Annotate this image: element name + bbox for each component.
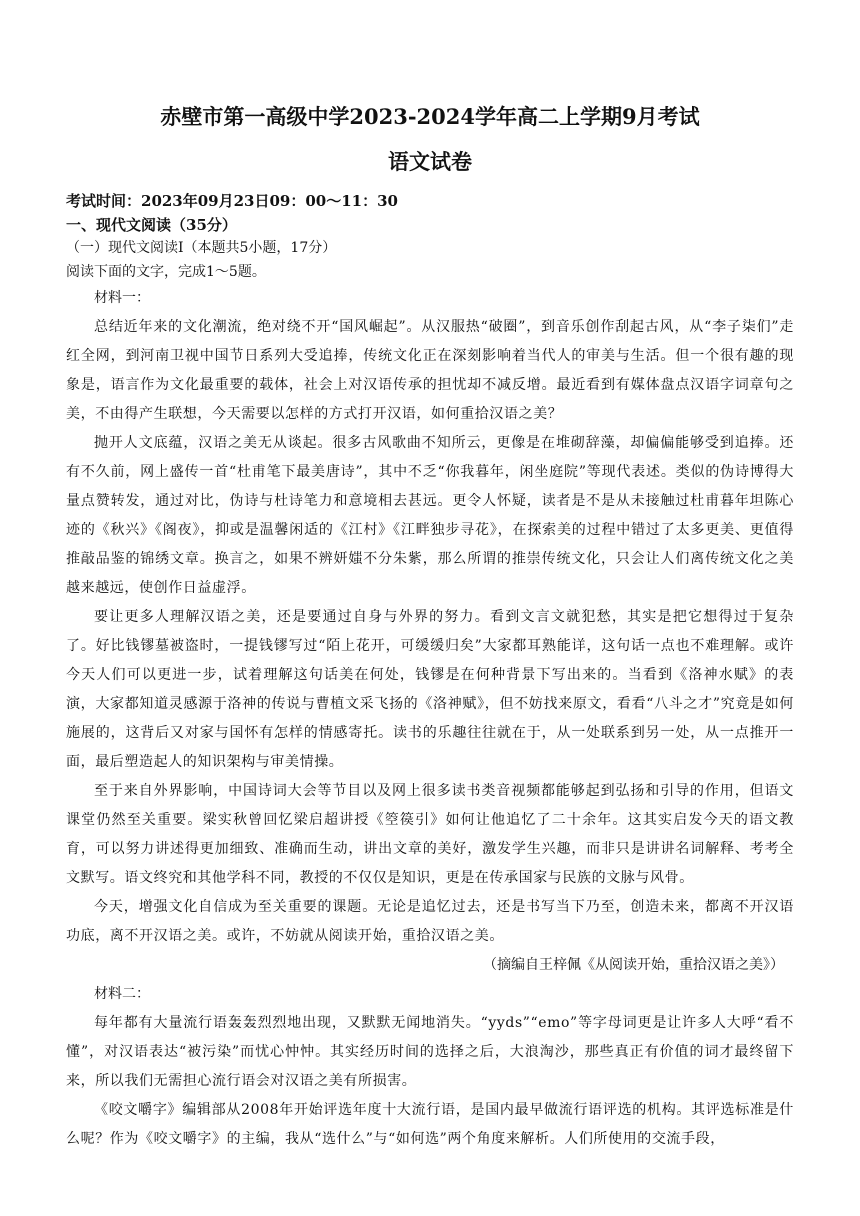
material-label: 材料二：: [94, 986, 150, 1002]
paragraph: 今天，增强文化自信成为至关重要的课题。无论是追忆过去，还是书写当下乃至，创造未来，都离不开汉语功底，离不开汉语之美。或许，不妨就从阅读开始，重拾汉语之美。: [66, 899, 794, 944]
section-heading: 一、现代文阅读（35分）: [66, 215, 237, 234]
exam-title: 赤壁市第一高级中学2023-2024学年高二上学期9月考试: [160, 104, 700, 129]
exam-page: [66, 96, 794, 1154]
exam-subtitle: 语文试卷: [388, 149, 472, 174]
exam-time: 考试时间：2023年09月23日09：00～11：30: [66, 192, 398, 210]
paragraph: 抛开人文底蕴，汉语之美无从谈起。很多古风歌曲不知所云，更像是在堆砌辞藻，却偏偏能够受到追捧。还有不久前，网上盛传一首“杜甫笔下最美唐诗”，其中不乏“你我暮年，闲坐庭院”等现代表述。类似的伪诗博得大量点赞转发，通过对比，伪诗与杜诗笔力和意境相去甚远。更令人怀疑，读者是不是从未接触过杜甫暮年坦陈心迹的《秋兴》《阁夜》，抑或是温馨闲适的《江村》《江畔独步寻花》，在探索美的过程中错过了太多更美、更值得推敲品鉴的锦绣文章。换言之，如果不辨妍媸不分朱紫，那么所谓的推崇传统文化，只会让人们离传统文化之美越来越远，使创作日益虚浮。: [66, 435, 794, 596]
paragraph: 要让更多人理解汉语之美，还是要通过自身与外界的努力。看到文言文就犯愁，其实是把它想得过于复杂了。好比钱镠墓被盗时，一提钱镠写过“陌上花开，可缓缓归矣”大家都耳熟能详，这句话一点也不难理解。或许今天人们可以更进一步，试着理解这句话美在何处，钱镠是在何种背景下写出来的。当看到《洛神水赋》的表演，大家都知道灵感源于洛神的传说与曹植文采飞扬的《洛神赋》，但不妨找来原文，看看“八斗之才”究竟是如何施展的，这背后又对家与国怀有怎样的情感寄托。读书的乐趣往往就在于，从一处联系到另一处，从一点推开一面，最后塑造起人的知识架构与审美情操。: [66, 609, 794, 770]
paragraph: 至于来自外界影响，中国诗词大会等节目以及网上很多读书类音视频都能够起到弘扬和引导的作用，但语文课堂仍然至关重要。梁实秋曾回忆梁启超讲授《箜篌引》如何让他追忆了二十余年。这其实启发今天的语文教育，可以努力讲述得更加细致、准确而生动，讲出文章的美好，激发学生兴趣，而非只是讲讲名词解释、考考全文默写。语文终究和其他学科不同，教授的不仅仅是知识，更是在传承国家与民族的文脉与风骨。: [66, 783, 794, 886]
material-label: 材料一：: [94, 290, 150, 306]
paragraph: 每年都有大量流行语轰轰烈烈地出现，又默默无闻地消失。“yyds”“emo”等字母词更是让许多人大呼“看不懂”，对汉语表达“被污染”而忧心忡忡。其实经历时间的选择之后，大浪淘沙，那些真正有价值的词才最终留下来，所以我们无需担心流行语会对汉语之美有所损害。: [66, 1015, 794, 1089]
subsection-heading: （一）现代文阅读I（本题共5小题，17分）: [66, 240, 337, 256]
material-one: [66, 284, 794, 980]
paragraph: 总结近年来的文化潮流，绝对绕不开“国风崛起”。从汉服热“破圈”，到音乐创作刮起古风，从“李子柒们”走红全网，到河南卫视中国节日系列大受追捧，传统文化正在深刻影响着当代人的审美与生活。但一个很有趣的现象是，语言作为文化最重要的载体，社会上对汉语传承的担忧却不减反增。最近看到有媒体盘点汉语字词章句之美，不由得产生联想，今天需要以怎样的方式打开汉语，如何重拾汉语之美？: [66, 319, 794, 422]
material-two: [66, 980, 794, 1154]
paragraph: 《咬文嚼字》编辑部从2008年开始评选年度十大流行语，是国内最早做流行语评选的机构。其评选标准是什么呢？作为《咬文嚼字》的主编，我从“选什么”与“如何选”两个角度来解析。人们所使用的交流手段，: [66, 1102, 794, 1147]
source-citation: （摘编自王梓佩《从阅读开始，重拾汉语之美》）: [483, 957, 784, 973]
reading-instruction: 阅读下面的文字，完成1～5题。: [66, 263, 266, 280]
